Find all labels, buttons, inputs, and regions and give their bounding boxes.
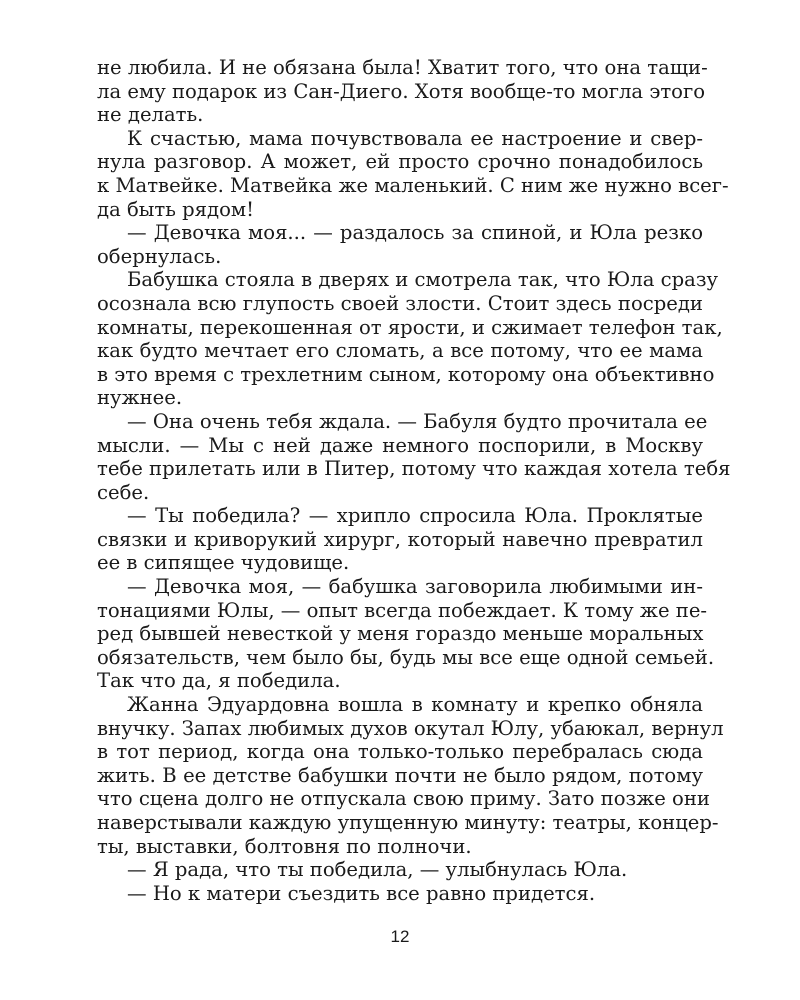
text-line: к Матвейке. Матвейка же маленький. С ним же нужно всег-: [97, 173, 729, 197]
text-line: в это время с трехлетним сыном, которому она объективно: [97, 362, 715, 386]
text-line: да быть рядом!: [97, 197, 254, 221]
text-line: нула разговор. А может, ей просто срочно понадобилось: [97, 150, 703, 174]
text-line: связки и криворукий хирург, который навечно превратил: [97, 527, 703, 551]
text-line: Бабушка стояла в дверях и смотрела так, что Юла сразу: [127, 268, 719, 292]
text-line: в тот период, когда она только-только перебралась сюда: [97, 740, 703, 764]
text-line: ты, выставки, болтовня по полночи.: [97, 834, 472, 858]
body-text: [97, 56, 731, 905]
text-line: осознала всю глупость своей злости. Стоит здесь посреди: [97, 291, 703, 315]
page-number: 12: [390, 927, 410, 946]
text-line: себе.: [97, 480, 150, 504]
text-line: как будто мечтает его сломать, а все потому, что ее мама: [97, 339, 703, 363]
text-line: — Она очень тебя ждала. — Бабуля будто прочитала ее: [127, 409, 708, 433]
text-line: не любила. И не обязана была! Хватит того, что она тащи-: [97, 56, 708, 79]
text-line: внучку. Запах любимых духов окутал Юлу, убаюкал, вернул: [97, 716, 724, 740]
text-line: не делать.: [97, 103, 204, 127]
text-line: обернулась.: [97, 244, 222, 268]
text-line: К счастью, мама почувствовала ее настроение и свер-: [127, 126, 703, 150]
text-line: жить. В ее детстве бабушки почти не было рядом, потому: [97, 763, 703, 787]
text-line: комнаты, перекошенная от ярости, и сжимает телефон так,: [97, 315, 723, 339]
text-line: Жанна Эдуардовна вошла в комнату и крепко обняла: [127, 693, 703, 717]
text-line: — Я рада, что ты победила, — улыбнулась Юла.: [127, 858, 628, 882]
text-line: Так что да, я победила.: [97, 669, 341, 693]
text-line: — Девочка моя, — бабушка заговорила любимыми ин-: [127, 575, 703, 599]
text-line: ред бывшей невесткой у меня гораздо меньше моральных: [97, 622, 704, 646]
text-line: обязательств, чем было бы, будь мы все еще одной семьей.: [97, 645, 715, 669]
text-line: — Ты победила? — хрипло спросила Юла. Проклятые: [127, 504, 703, 528]
text-line: наверстывали каждую упущенную минуту: театры, концер-: [97, 811, 719, 834]
text-line: мысли. — Мы с ней даже немного поспорили, в Москву: [97, 433, 703, 457]
text-line: что сцена долго не отпускала свою приму. Зато позже они: [97, 787, 710, 811]
text-line: тебе прилетать или в Питер, потому что каждая хотела тебя: [97, 457, 731, 481]
text-line: ее в сипящее чудовище.: [97, 551, 350, 575]
text-line: — Девочка моя... — раздалось за спиной, и Юла резко: [127, 221, 703, 245]
text-line: — Но к матери съездить все равно придется.: [127, 881, 596, 905]
text-line: ла ему подарок из Сан-Диего. Хотя вообще-то могла этого: [97, 79, 706, 103]
text-line: нужнее.: [97, 386, 183, 410]
text-line: тонациями Юлы, — опыт всегда побеждает. К тому же пе-: [97, 598, 708, 622]
